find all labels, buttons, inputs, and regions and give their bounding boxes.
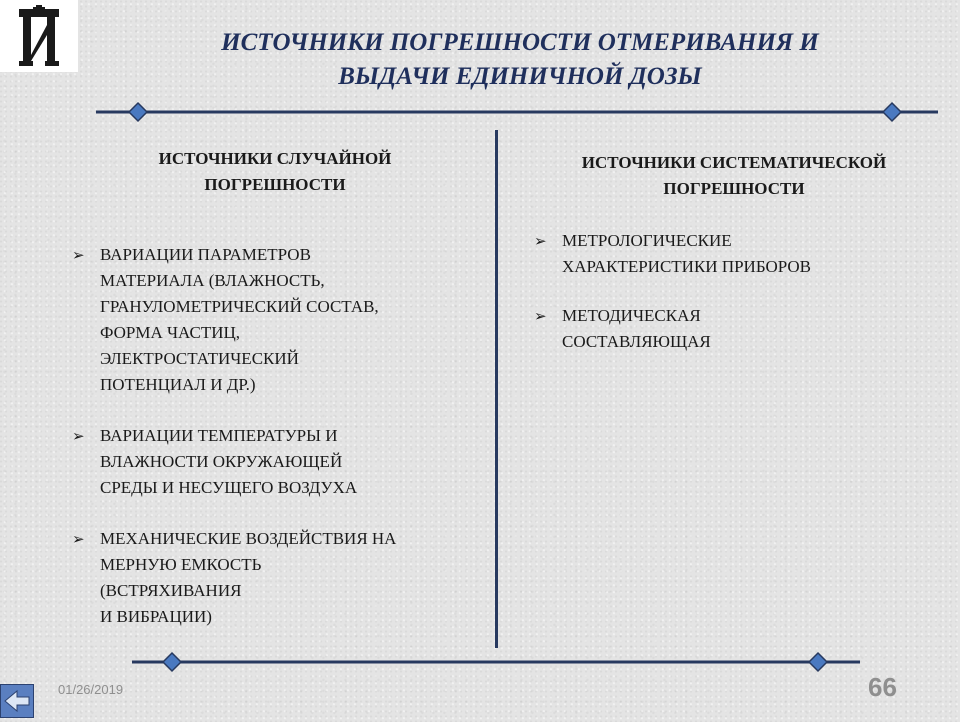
back-navigation-button[interactable] [0,684,34,718]
list-item: ➢ ВАРИАЦИИ ТЕМПЕРАТУРЫ И ВЛАЖНОСТИ ОКРУЖАЮЩЕЙ СРЕДЫ И НЕСУЩЕГО ВОЗДУХА [72,423,480,501]
systematic-error-heading: ИСТОЧНИКИ СИСТЕМАТИЧЕСКОЙ ПОГРЕШНОСТИ [581,153,887,198]
list-item: ➢ ВАРИАЦИИ ПАРАМЕТРОВ МАТЕРИАЛА (ВЛАЖНОСТЬ, ГРАНУЛОМЕТРИЧЕСКИЙ СОСТАВ, ФОРМА ЧАСТИЦ, ЭЛЕКТРОСТАТИЧЕСКИЙ ПОТЕНЦИАЛ И ДР.) [72,242,480,398]
random-error-list [72,242,480,630]
page-number: 66 [868,672,897,702]
title-line-2: ВЫДАЧИ ЕДИНИЧНОЙ ДОЗЫ [338,63,702,90]
systematic-error-list [534,228,934,355]
back-navigation-icon [1,685,33,717]
random-error-heading: ИСТОЧНИКИ СЛУЧАЙНОЙ ПОГРЕШНОСТИ [158,149,392,194]
list-item: ➢ МЕТОДИЧЕСКАЯ СОСТАВЛЯЮЩАЯ [534,303,934,355]
arrow-bullet-icon: ➢ [534,232,547,250]
page-title [120,26,920,94]
university-logo-icon [17,5,61,67]
arrow-bullet-icon: ➢ [534,307,547,325]
logo-container [0,0,78,72]
list-item: ➢ МЕХАНИЧЕСКИЕ ВОЗДЕЙСТВИЯ НА МЕРНУЮ ЕМКОСТЬ (ВСТРЯХИВАНИЯ И ВИБРАЦИИ) [72,526,480,630]
random-error-column [72,146,480,655]
title-line-1: ИСТОЧНИКИ ПОГРЕШНОСТИ ОТМЕРИВАНИЯ И [221,29,819,56]
list-item: ➢ МЕТРОЛОГИЧЕСКИЕ ХАРАКТЕРИСТИКИ ПРИБОРОВ [534,228,934,280]
arrow-bullet-icon: ➢ [72,530,85,548]
bottom-divider-rule [128,650,864,674]
diamond-ornament-icon [809,653,827,671]
diamond-ornament-icon [129,103,147,121]
top-divider-rule [92,100,942,124]
diamond-ornament-icon [163,653,181,671]
slide-date: 01/26/2019 [58,682,124,697]
arrow-bullet-icon: ➢ [72,246,85,264]
systematic-error-column [534,150,934,378]
column-divider [495,130,498,648]
arrow-bullet-icon: ➢ [72,427,85,445]
diamond-ornament-icon [883,103,901,121]
